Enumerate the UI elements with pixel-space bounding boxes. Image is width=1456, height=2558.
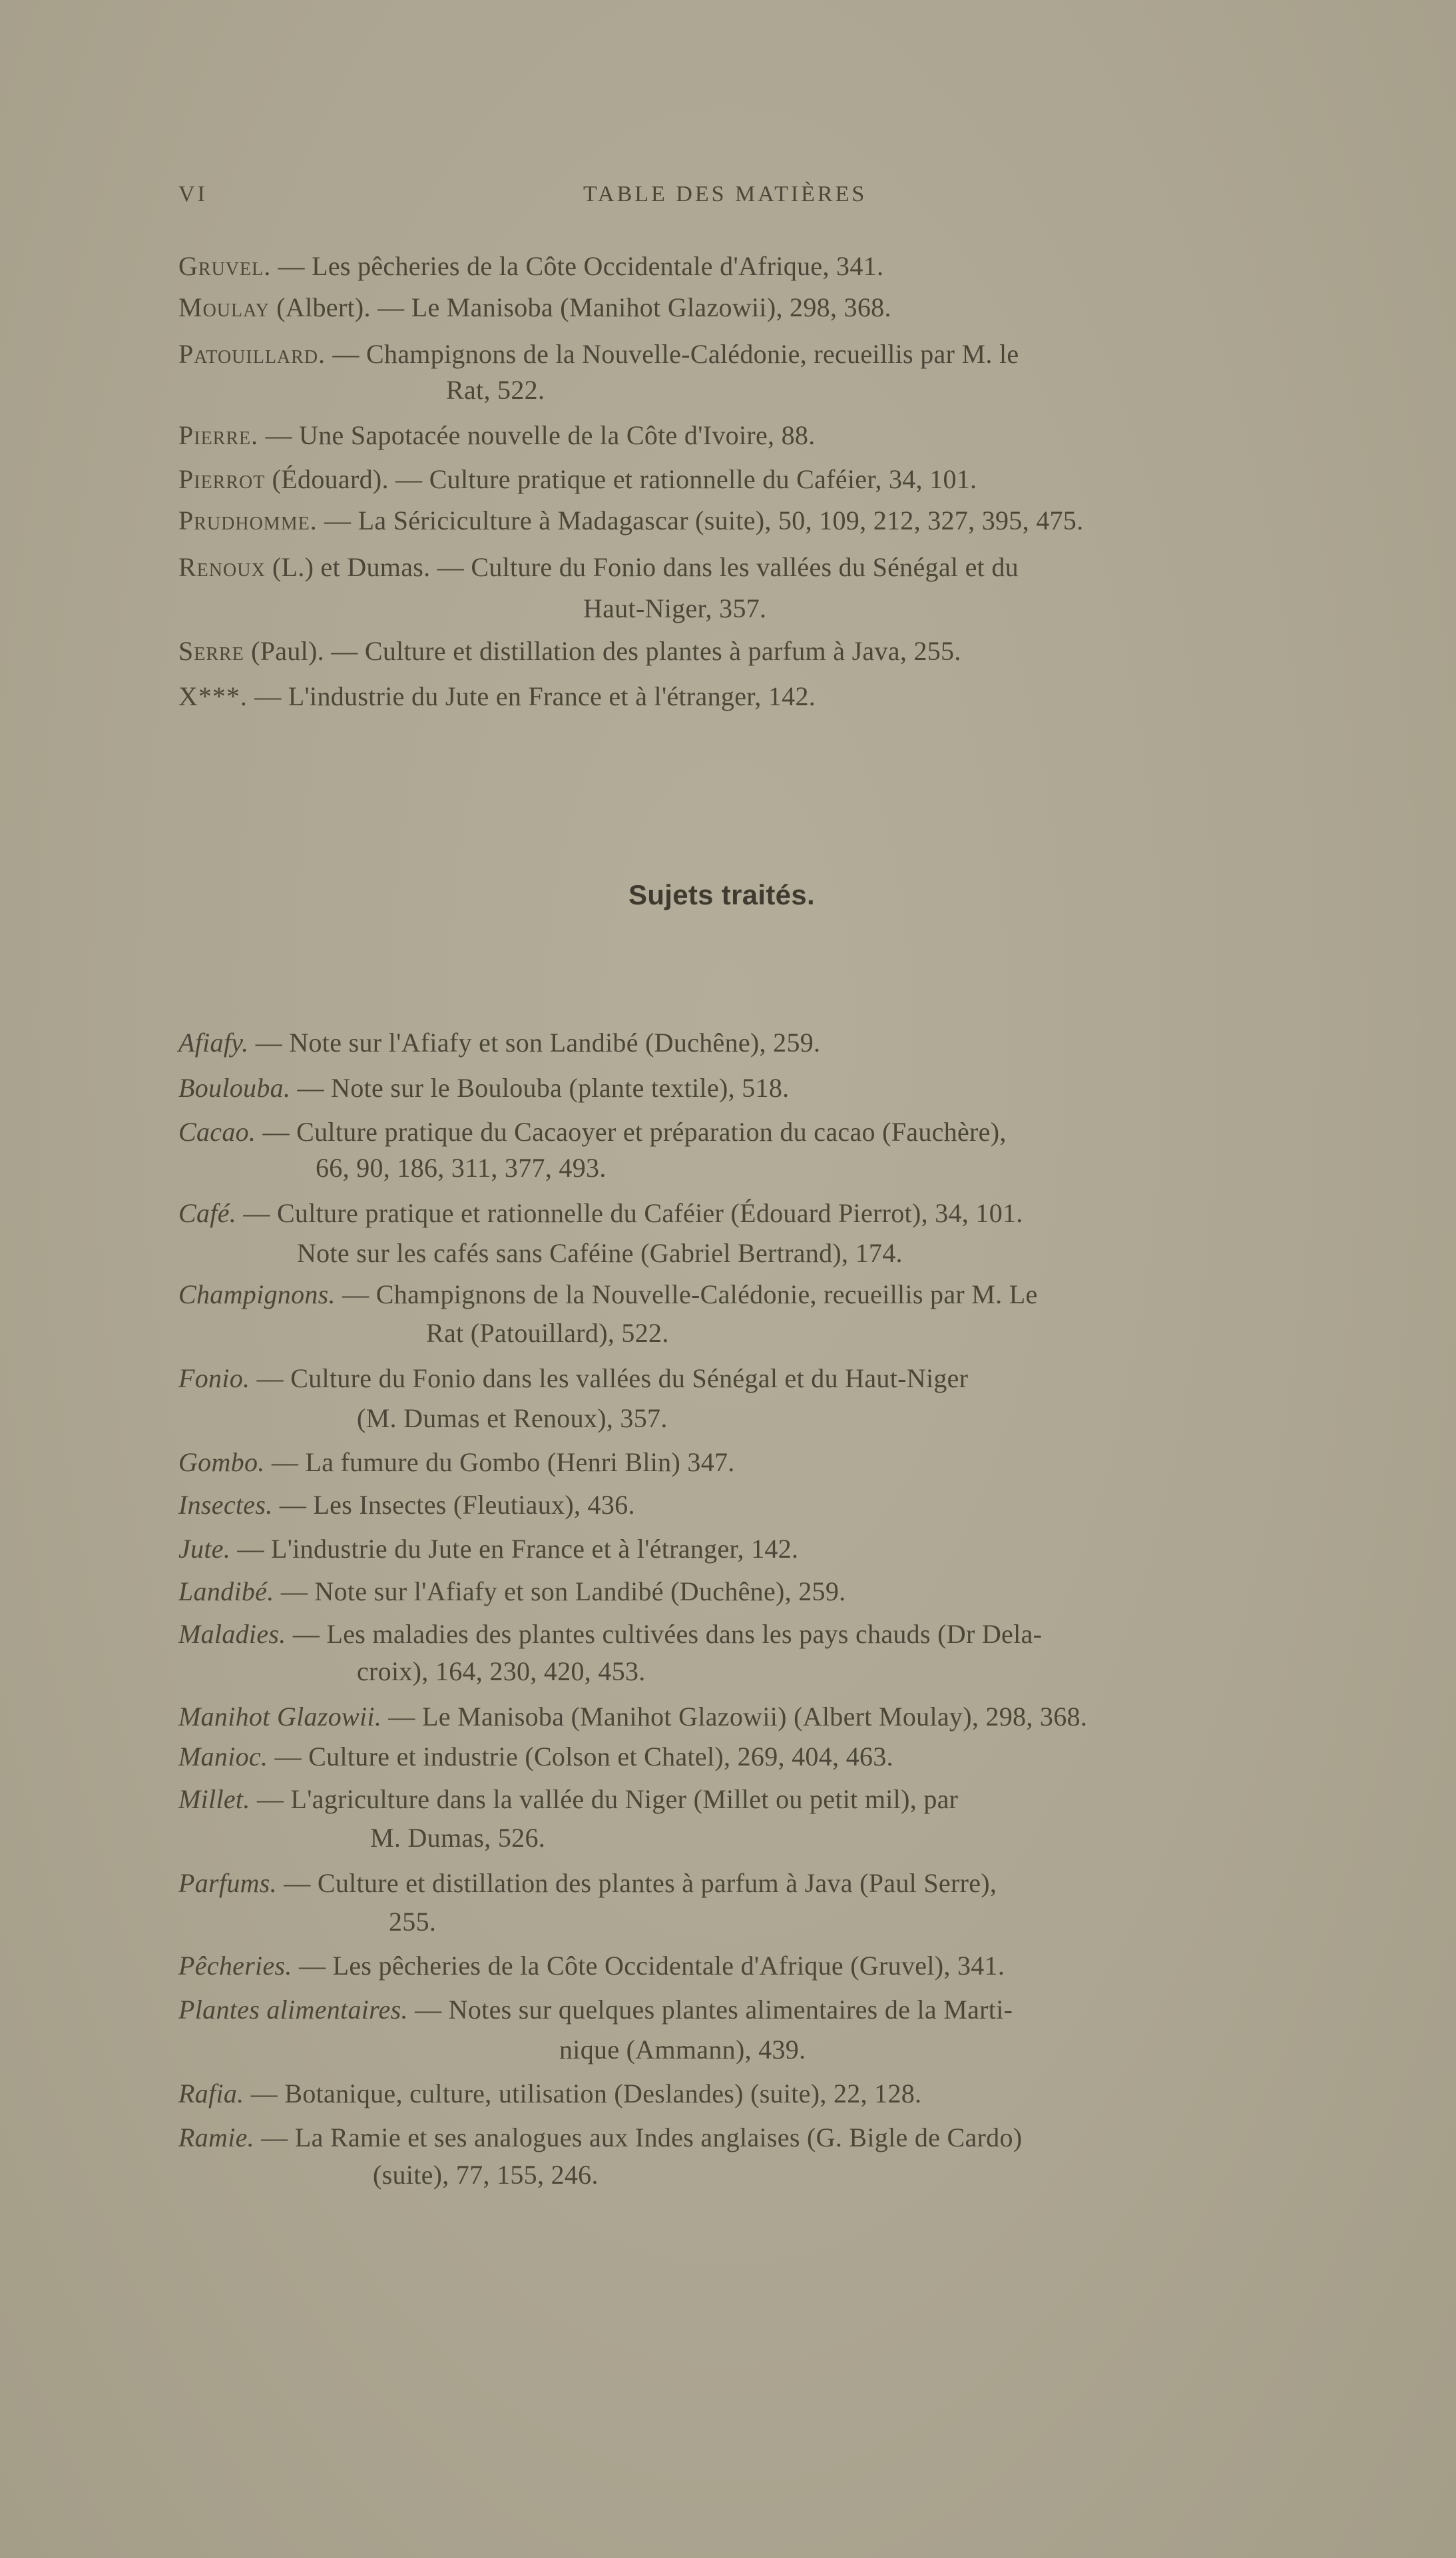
- subject-term: Insectes.: [178, 1490, 273, 1520]
- entry-text: Rat (Patouillard), 522.: [426, 1318, 669, 1348]
- subject-term: Parfums.: [178, 1868, 277, 1898]
- entry-text: Note sur les cafés sans Caféine (Gabriel Bertrand), 174.: [297, 1238, 903, 1268]
- entry-text: (Albert). — Le Manisoba (Manihot Glazowii), 298, 368.: [269, 292, 891, 322]
- subject-entry-continued: [373, 2158, 599, 2192]
- subject-entry-continued: [389, 1905, 436, 1939]
- subject-entry: [178, 1196, 1023, 1231]
- subject-entry: [178, 1782, 958, 1817]
- entry-text: — Notes sur quelques plantes alimentaires de la Marti-: [407, 1995, 1013, 2025]
- entry-text: nique (Ammann), 439.: [559, 2035, 806, 2065]
- subject-term: Afiafy.: [178, 1028, 249, 1058]
- subject-entry: [178, 1026, 820, 1060]
- entry-text: — Culture pratique du Cacaoyer et préparation du cacao (Fauchère),: [256, 1117, 1007, 1147]
- entry-text: — Le Manisoba (Manihot Glazowii) (Albert Moulay), 298, 368.: [381, 1702, 1088, 1732]
- entry-text: (suite), 77, 155, 246.: [373, 2160, 599, 2190]
- subject-entry: [178, 1115, 1007, 1149]
- entry-text: — Champignons de la Nouvelle-Calédonie, recueillis par M. le: [326, 339, 1019, 369]
- author-entry: [178, 337, 1019, 372]
- section-title: Sujets traités.: [628, 879, 815, 910]
- entry-text: Rat, 522.: [446, 375, 545, 405]
- subject-entry: [178, 1993, 1013, 2027]
- entry-text: 255.: [389, 1907, 437, 1937]
- entry-text: — L'industrie du Jute en France et à l'étranger, 142.: [247, 681, 816, 711]
- author-name: Prudhomme.: [178, 505, 318, 535]
- subject-entry: [178, 1949, 1005, 1983]
- entry-text: — Les pêcheries de la Côte Occidentale d'Afrique (Gruvel), 341.: [292, 1951, 1005, 1981]
- author-entry: [178, 290, 891, 325]
- author-entry: [178, 462, 977, 497]
- entry-text: — Culture pratique et rationnelle du Caféier (Édouard Pierrot), 34, 101.: [236, 1198, 1023, 1228]
- author-entry: [178, 550, 1019, 585]
- author-entry: [178, 634, 961, 669]
- entry-text: — Culture et distillation des plantes à parfum à Java (Paul Serre),: [276, 1868, 997, 1898]
- entry-text: — Culture du Fonio dans les vallées du Sénégal et du Haut-Niger: [250, 1363, 969, 1393]
- author-entry: [178, 418, 816, 453]
- subject-entry: [178, 1445, 735, 1480]
- author-entry: [178, 249, 883, 284]
- author-name: Pierre.: [178, 420, 259, 450]
- entry-text: (L.) et Dumas. — Culture du Fonio dans les vallées du Sénégal et du: [265, 552, 1019, 582]
- entry-text: (M. Dumas et Renoux), 357.: [357, 1403, 668, 1433]
- subject-entry: [178, 2120, 1022, 2155]
- entry-text: — Une Sapotacée nouvelle de la Côte d'Ivoire, 88.: [258, 420, 816, 450]
- subject-entry-continued: [357, 1654, 646, 1689]
- entry-text: — Les Insectes (Fleutiaux), 436.: [272, 1490, 635, 1520]
- subject-term: Rafia.: [178, 2078, 244, 2108]
- author-entry: [178, 679, 816, 714]
- subject-term: Boulouba.: [178, 1073, 291, 1103]
- subject-term: Gombo.: [178, 1447, 265, 1477]
- author-name: Pierrot: [178, 464, 266, 494]
- author-name: X***.: [178, 681, 248, 711]
- author-name: Renoux: [178, 552, 266, 582]
- subject-entry-continued: [297, 1236, 903, 1271]
- subject-term: Jute.: [178, 1534, 231, 1564]
- author-name: Moulay: [178, 292, 270, 322]
- subject-entry: [178, 1700, 1087, 1734]
- subject-term: Fonio.: [178, 1363, 250, 1393]
- subject-term: Cacao.: [178, 1117, 256, 1147]
- entry-text: — La fumure du Gombo (Henri Blin) 347.: [264, 1447, 735, 1477]
- author-entry: [178, 503, 1083, 538]
- author-entry-continued: [583, 591, 766, 626]
- subject-entry: [178, 1488, 635, 1522]
- subject-entry: [178, 1617, 1042, 1652]
- entry-text: — La Sériciculture à Madagascar (suite), 50, 109, 212, 327, 395, 475.: [317, 505, 1084, 535]
- subject-term: Manioc.: [178, 1742, 268, 1771]
- subject-entry-continued: [559, 2033, 806, 2067]
- entry-text: — Note sur le Boulouba (plante textile), 518.: [290, 1073, 790, 1103]
- subject-entry-continued: [357, 1401, 668, 1436]
- subject-entry: [178, 2077, 921, 2111]
- subject-term: Pêcheries.: [178, 1951, 292, 1981]
- entry-text: — Les maladies des plantes cultivées dans les pays chauds (Dr Dela-: [286, 1619, 1043, 1649]
- subject-entry-continued: [426, 1316, 669, 1351]
- subject-term: Plantes alimentaires.: [178, 1995, 408, 2025]
- entry-text: — Champignons de la Nouvelle-Calédonie, recueillis par M. Le: [335, 1279, 1038, 1309]
- subject-entry: [178, 1071, 789, 1106]
- subject-term: Ramie.: [178, 2122, 254, 2152]
- subject-entry-continued: [316, 1151, 607, 1185]
- subject-term: Champignons.: [178, 1279, 336, 1309]
- subject-entry: [178, 1532, 798, 1566]
- subject-term: Maladies.: [178, 1619, 286, 1649]
- author-name: Patouillard.: [178, 339, 326, 369]
- entry-text: M. Dumas, 526.: [370, 1823, 546, 1853]
- subject-entry-continued: [370, 1821, 545, 1855]
- entry-text: — La Ramie et ses analogues aux Indes anglaises (G. Bigle de Cardo): [254, 2122, 1023, 2152]
- subject-entry: [178, 1277, 1038, 1312]
- subject-entry: [178, 1361, 968, 1396]
- subject-term: Millet.: [178, 1784, 250, 1814]
- author-name: Gruvel.: [178, 251, 272, 281]
- entry-text: — L'agriculture dans la vallée du Niger (Millet ou petit mil), par: [250, 1784, 959, 1814]
- running-title: TABLE DES MATIÈRES: [583, 182, 867, 206]
- entry-text: — Les pêcheries de la Côte Occidentale d'Afrique, 341.: [271, 251, 884, 281]
- subject-term: Café.: [178, 1198, 237, 1228]
- entry-text: — Note sur l'Afiafy et son Landibé (Duchêne), 259.: [248, 1028, 821, 1058]
- entry-text: croix), 164, 230, 420, 453.: [357, 1656, 646, 1686]
- entry-text: — Culture et industrie (Colson et Chatel), 269, 404, 463.: [268, 1742, 893, 1771]
- entry-text: (Paul). — Culture et distillation des plantes à parfum à Java, 255.: [244, 636, 961, 666]
- author-name: Serre: [178, 636, 244, 666]
- entry-text: Haut-Niger, 357.: [583, 593, 767, 623]
- subject-term: Manihot Glazowii.: [178, 1702, 382, 1732]
- entry-text: (Édouard). — Culture pratique et rationnelle du Caféier, 34, 101.: [265, 464, 977, 494]
- subject-entry: [178, 1574, 846, 1609]
- author-entry-continued: [446, 373, 545, 408]
- subject-entry: [178, 1866, 997, 1901]
- entry-text: — L'industrie du Jute en France et à l'étranger, 142.: [230, 1534, 799, 1564]
- entry-text: — Botanique, culture, utilisation (Deslandes) (suite), 22, 128.: [244, 2078, 922, 2108]
- subject-entry: [178, 1740, 893, 1774]
- entry-text: — Note sur l'Afiafy et son Landibé (Duchêne), 259.: [274, 1576, 846, 1606]
- subject-term: Landibé.: [178, 1576, 274, 1606]
- entry-text: 66, 90, 186, 311, 377, 493.: [316, 1153, 607, 1183]
- page-number: VI: [178, 182, 208, 206]
